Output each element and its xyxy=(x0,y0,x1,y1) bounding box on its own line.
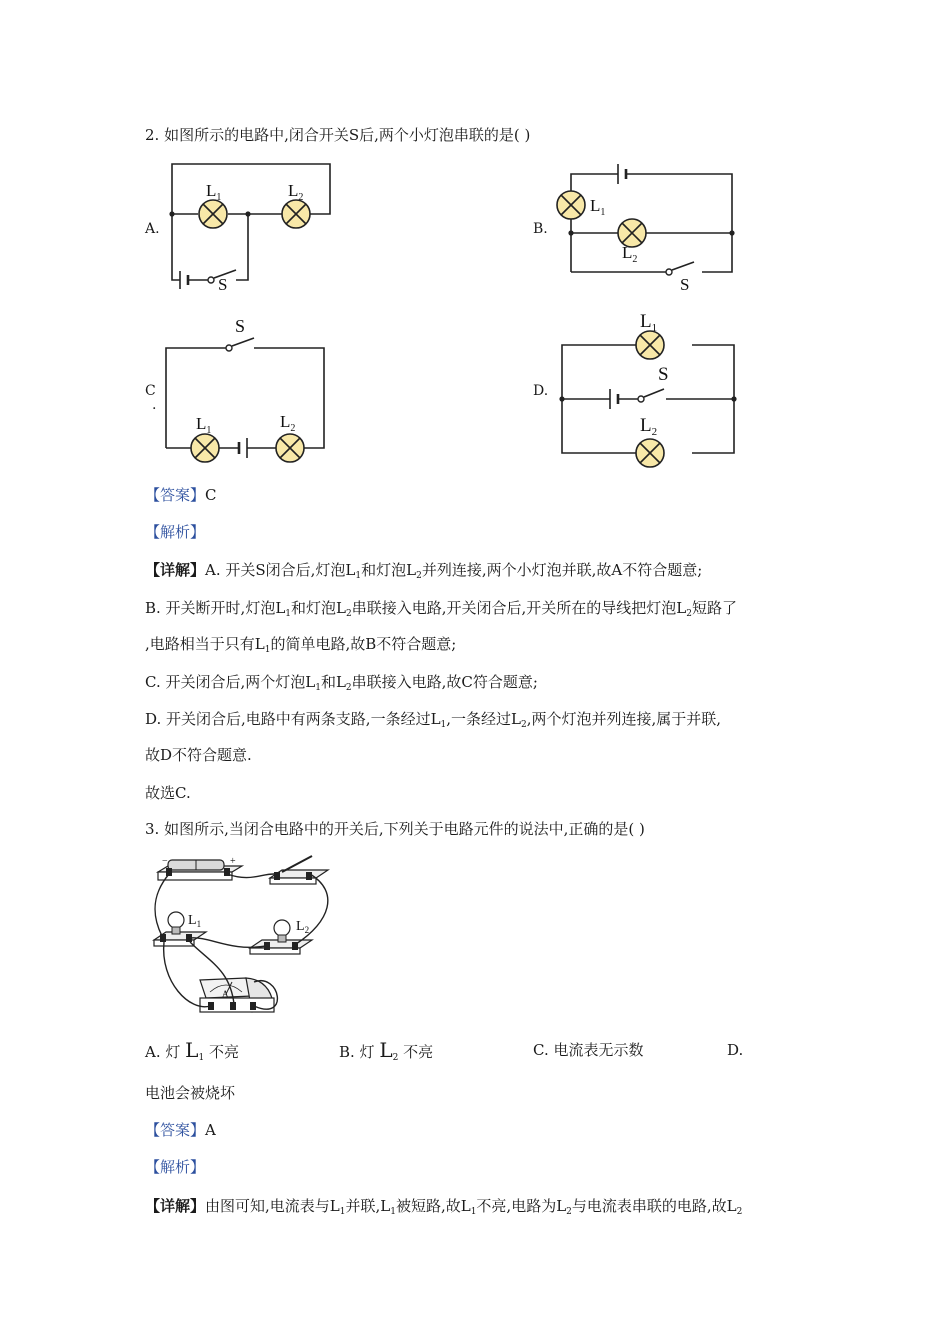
switch-board xyxy=(270,856,328,884)
lamp-l1-board xyxy=(154,912,206,946)
q3-option-c: C. 电流表无示数 xyxy=(533,1041,644,1059)
lamp-l1 xyxy=(557,191,585,219)
svg-text:S: S xyxy=(680,275,690,294)
q2-detail-line-6: 故D不符合题意. xyxy=(145,746,252,764)
ammeter xyxy=(200,978,274,1012)
lamp-l2 xyxy=(282,200,310,228)
svg-text:L2: $L_2$ xyxy=(288,181,304,203)
lamp-l1 xyxy=(191,434,219,462)
q2-detail-line-1: 【详解】A. 开关S闭合后,灯泡$L_1$和灯泡$L_2$并列连接,两个小灯泡并联,故A不符合题意; xyxy=(145,561,703,581)
q2-detail-line-4: C. 开关闭合后,两个灯泡$L_1$和$L_2$串联接入电路,故C符合题意; xyxy=(145,673,538,693)
answer-label: 【答案】 xyxy=(145,486,206,504)
q3-option-a: A. 灯 $L_1$ 不亮 xyxy=(145,1038,239,1063)
battery-holder xyxy=(158,856,242,880)
circuit-diagram-d xyxy=(552,305,747,470)
svg-text:L1: $L_1$ xyxy=(590,196,606,218)
lamp-l2 xyxy=(276,434,304,462)
circuit-diagram-a xyxy=(160,158,350,293)
answer-value: A xyxy=(205,1121,216,1139)
circuit-photo xyxy=(150,852,340,1032)
q2-detail-line-2: B. 开关断开时,灯泡$L_1$和灯泡$L_2$串联接入电路,开关闭合后,开关所在的导线把灯泡$L_2$短路了 xyxy=(145,599,737,619)
lamp-symbol-l1: $L_1$ xyxy=(185,1038,205,1063)
svg-text:L2: $L_2$ xyxy=(640,415,658,438)
q2-stem: 2. 如图所示的电路中,闭合开关S后,两个小灯泡串联的是( ) xyxy=(145,126,531,144)
q2-detail-line-3: ,电路相当于只有$L_1$的简单电路,故B不符合题意; xyxy=(145,635,457,655)
svg-text:L1: $L_1$ xyxy=(188,913,202,929)
q2-detail-line-5: D. 开关闭合后,电路中有两条支路,一条经过$L_1$,一条经过$L_2$,两个灯泡并列连接,属于并联, xyxy=(145,710,722,730)
answer-label: 【答案】 xyxy=(145,1121,206,1139)
svg-text:S: S xyxy=(658,364,669,385)
lamp-symbol-l2: $L_2$ xyxy=(379,1038,399,1063)
detail-label: 【详解】 xyxy=(145,1197,206,1215)
q3-analysis-label: 【解析】 xyxy=(145,1158,206,1176)
q2-analysis-label: 【解析】 xyxy=(145,523,206,541)
svg-text:L1: $L_1$ xyxy=(206,181,222,203)
q3-detail-line-1: 【详解】由图可知,电流表与$L_1$并联$,L_1$被短路,故$L_1$不亮,电路为$L_2$与电流表串联的电路,故$L_2$ xyxy=(145,1197,743,1217)
detail-label: 【详解】 xyxy=(145,561,206,579)
svg-text:L2: $L_2$ xyxy=(280,412,296,434)
q3-option-d: D. xyxy=(727,1041,744,1059)
svg-text:L1: $L_1$ xyxy=(196,414,212,436)
q2-detail-line-7: 故选C. xyxy=(145,784,191,802)
option-c-label: C xyxy=(145,383,156,399)
lamp-l1 xyxy=(199,200,227,228)
svg-text:−: − xyxy=(162,856,168,867)
lamp-l2 xyxy=(636,439,664,467)
option-b-label: B. xyxy=(533,221,548,237)
option-a-label: A. xyxy=(145,221,160,237)
circuit-diagram-c xyxy=(160,312,340,472)
q3-answer xyxy=(145,1120,216,1140)
svg-text:S: S xyxy=(235,316,246,336)
option-d-label: D. xyxy=(533,383,549,399)
svg-text:A: A xyxy=(222,989,229,999)
svg-text:L2: $L_2$ xyxy=(622,243,638,265)
lamp-l1 xyxy=(636,331,664,359)
q3-option-b: B. 灯 $L_2$ 不亮 xyxy=(339,1038,434,1063)
q3-stem: 3. 如图所示,当闭合电路中的开关后,下列关于电路元件的说法中,正确的是( ) xyxy=(145,820,645,838)
option-c-dot: . xyxy=(152,397,157,413)
q3-option-d-continued: 电池会被烧坏 xyxy=(145,1084,236,1102)
lamp-l2-board xyxy=(250,919,312,954)
svg-text:L1: $L_1$ xyxy=(640,311,658,334)
svg-text:+: + xyxy=(230,856,236,867)
circuit-diagram-b xyxy=(552,160,747,300)
answer-value: C xyxy=(205,486,217,504)
svg-text:S: S xyxy=(218,275,228,294)
q2-answer xyxy=(145,485,217,505)
svg-text:L2: $L_2$ xyxy=(296,919,310,935)
